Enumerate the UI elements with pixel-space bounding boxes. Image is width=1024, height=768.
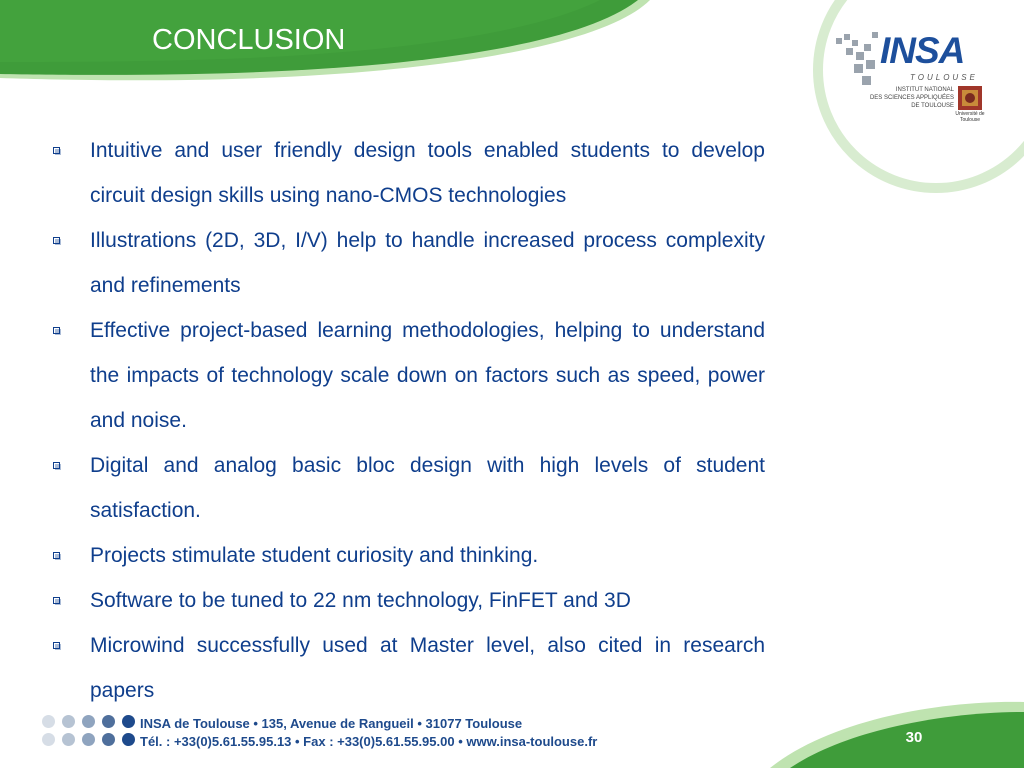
bullet-item xyxy=(50,443,765,533)
footer-swoosh xyxy=(740,680,1024,768)
bullet-text: Digital and analog basic bloc design with high levels of student satisfaction. xyxy=(90,454,765,522)
bullet-text: Intuitive and user friendly design tools enabled students to develop circuit design skills using nano-CMOS technologies xyxy=(90,139,765,207)
footer-dot xyxy=(102,733,115,746)
bullet-item xyxy=(50,218,765,308)
bullet-text: Software to be tuned to 22 nm technology, FinFET and 3D xyxy=(90,589,631,612)
bullet-text: Microwind successfully used at Master level, also cited in research papers xyxy=(90,634,765,702)
logo-institute-line: INSTITUT NATIONAL xyxy=(895,87,954,93)
footer-dot xyxy=(122,733,135,746)
logo-institute xyxy=(852,86,954,110)
footer-dot xyxy=(42,733,55,746)
bullet-item xyxy=(50,578,765,623)
square-bullet-icon xyxy=(53,552,61,560)
bullet-list xyxy=(50,128,765,713)
bullet-text: Projects stimulate student curiosity and thinking. xyxy=(90,544,539,567)
footer-dot xyxy=(62,715,75,728)
square-bullet-icon xyxy=(53,462,61,470)
logo-wordmark: INSA xyxy=(880,30,965,71)
bullet-item xyxy=(50,623,765,713)
bullet-item xyxy=(50,128,765,218)
logo-institute-line: DES SCIENCES APPLIQUÉES xyxy=(869,95,954,101)
square-bullet-icon xyxy=(53,327,61,335)
square-bullet-icon xyxy=(53,597,61,605)
footer-dot xyxy=(62,733,75,746)
page-number: 30 xyxy=(905,729,923,746)
logo-city: TOULOUSE xyxy=(910,73,978,82)
slide-title: CONCLUSION xyxy=(152,24,346,56)
footer-dot xyxy=(122,715,135,728)
square-bullet-icon xyxy=(53,237,61,245)
bullet-text: Effective project-based learning methodologies, helping to understand the impacts of technology scale down on factors such as speed, power and noise. xyxy=(90,319,765,432)
footer-contact: Tél. : +33(0)5.61.55.95.13 • Fax : +33(0)5.61.55.95.00 • www.insa-toulouse.fr xyxy=(140,734,598,749)
footer-dot xyxy=(102,715,115,728)
bullet-item xyxy=(50,533,765,578)
university-badge-icon xyxy=(958,86,982,110)
logo-institute-line: DE TOULOUSE xyxy=(911,103,954,109)
footer-dot xyxy=(82,715,95,728)
footer-dot xyxy=(82,733,95,746)
university-label: Université de Toulouse xyxy=(955,111,985,123)
footer-address: INSA de Toulouse • 135, Avenue de Rangueil • 31077 Toulouse xyxy=(140,716,523,731)
bullet-item xyxy=(50,308,765,443)
square-bullet-icon xyxy=(53,642,61,650)
bullet-text: Illustrations (2D, 3D, I/V) help to handle increased process complexity and refinements xyxy=(90,229,765,297)
square-bullet-icon xyxy=(53,147,61,155)
footer-dot xyxy=(42,715,55,728)
